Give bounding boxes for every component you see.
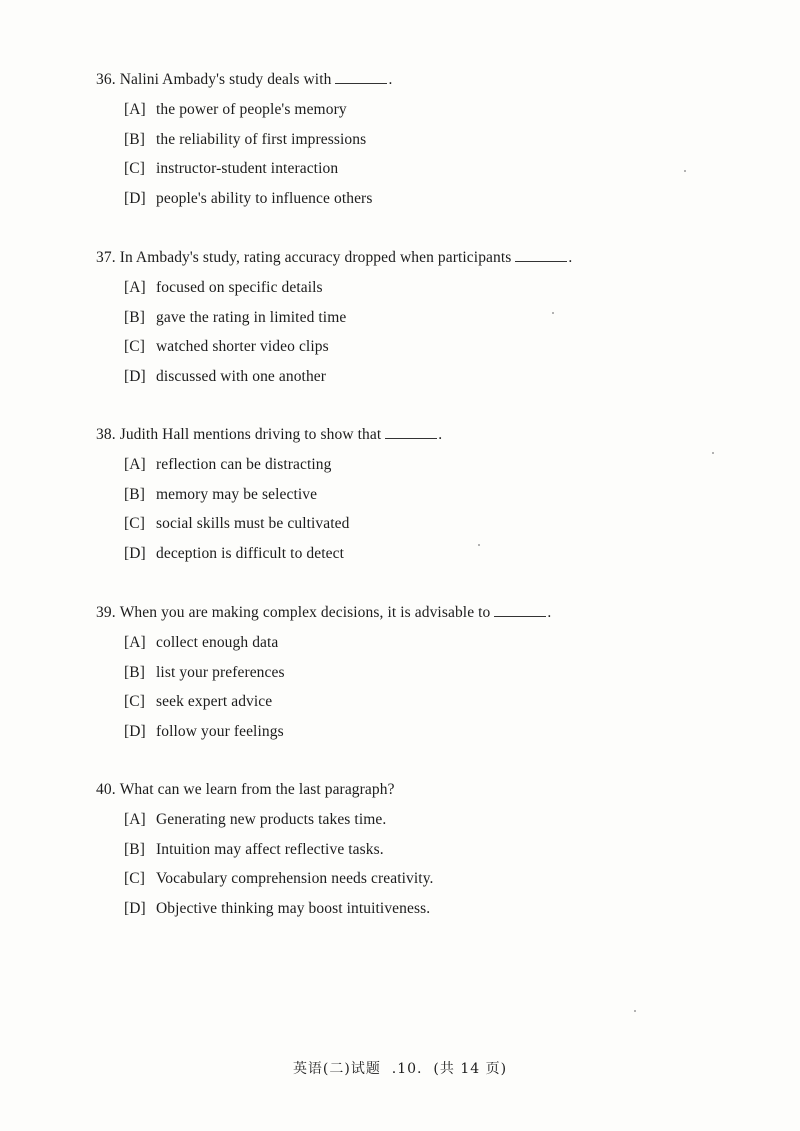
- option-text: memory may be selective: [156, 485, 318, 503]
- option-text: focused on specific details: [156, 279, 323, 296]
- question-stem: [96, 70, 736, 90]
- option-letter: [B]: [124, 840, 145, 858]
- option-letter: [C]: [124, 515, 145, 533]
- option-text: social skills must be cultivated: [156, 515, 350, 533]
- option-letter: [D]: [124, 367, 146, 385]
- question-number: 38.: [96, 426, 116, 443]
- option-letter: [D]: [124, 189, 146, 207]
- option-d: [124, 722, 736, 742]
- scan-speck: [552, 312, 554, 314]
- option-b: [124, 663, 736, 683]
- option-text: instructor-student interaction: [156, 160, 339, 178]
- answer-blank: [385, 426, 437, 439]
- option-c: [124, 159, 736, 179]
- question-39: [96, 603, 736, 751]
- options-list: [124, 633, 736, 742]
- question-36: [96, 70, 736, 218]
- option-b: [124, 308, 736, 328]
- scan-speck: [684, 170, 686, 172]
- option-text: Intuition may affect reflective tasks.: [156, 840, 384, 858]
- option-text: discussed with one another: [156, 367, 327, 385]
- option-letter: [A]: [124, 279, 146, 296]
- question-number: 36.: [96, 71, 116, 88]
- question-number: 40.: [96, 781, 116, 798]
- option-text: the reliability of first impressions: [156, 130, 367, 148]
- option-b: [124, 840, 736, 860]
- option-d: [124, 189, 736, 209]
- question-text: In Ambady's study, rating accuracy dropped when participants: [119, 249, 512, 266]
- option-letter: [D]: [124, 899, 146, 917]
- question-number: 39.: [96, 604, 116, 621]
- option-letter: [A]: [124, 811, 146, 828]
- question-end: .: [568, 249, 573, 266]
- option-a: [124, 455, 736, 475]
- option-text: reflection can be distracting: [156, 456, 332, 473]
- option-a: [124, 810, 736, 830]
- option-c: [124, 692, 736, 712]
- footer-total-pages: (共 14 页): [433, 1061, 508, 1077]
- option-letter: [A]: [124, 634, 146, 651]
- page-footer: [0, 1058, 800, 1078]
- options-list: [124, 810, 736, 919]
- option-c: [124, 514, 736, 534]
- option-text: watched shorter video clips: [156, 338, 329, 356]
- option-b: [124, 485, 736, 505]
- answer-blank: [335, 71, 387, 84]
- scan-speck: [634, 1010, 636, 1012]
- answer-blank: [515, 249, 567, 262]
- options-list: [124, 100, 736, 209]
- option-letter: [D]: [124, 722, 146, 740]
- question-stem: [96, 248, 736, 268]
- option-text: seek expert advice: [156, 693, 273, 711]
- option-letter: [A]: [124, 101, 146, 118]
- option-text: follow your feelings: [156, 722, 284, 740]
- question-38: [96, 425, 736, 573]
- question-stem: [96, 780, 736, 800]
- option-letter: [B]: [124, 485, 145, 503]
- option-letter: [B]: [124, 663, 145, 681]
- option-text: gave the rating in limited time: [156, 308, 347, 326]
- option-letter: [C]: [124, 870, 145, 888]
- footer-page-number: .10.: [391, 1061, 423, 1077]
- option-c: [124, 869, 736, 889]
- option-text: the power of people's memory: [156, 101, 347, 118]
- question-number: 37.: [96, 249, 116, 266]
- question-stem: [96, 603, 736, 623]
- option-text: Objective thinking may boost intuitiveness.: [156, 899, 431, 917]
- question-37: [96, 248, 736, 396]
- option-text: collect enough data: [156, 634, 279, 651]
- scan-speck: [712, 452, 714, 454]
- option-c: [124, 337, 736, 357]
- option-text: people's ability to influence others: [156, 189, 373, 207]
- option-letter: [C]: [124, 338, 145, 356]
- option-text: Vocabulary comprehension needs creativity.: [156, 870, 434, 888]
- question-text: When you are making complex decisions, it is advisable to: [119, 604, 491, 621]
- options-list: [124, 455, 736, 564]
- option-text: deception is difficult to detect: [156, 544, 344, 562]
- option-a: [124, 278, 736, 298]
- option-a: [124, 100, 736, 120]
- scan-speck: [478, 544, 480, 546]
- question-end: .: [388, 71, 393, 88]
- option-letter: [C]: [124, 160, 145, 178]
- option-letter: [B]: [124, 308, 145, 326]
- question-text: Nalini Ambady's study deals with: [119, 71, 332, 88]
- option-b: [124, 130, 736, 150]
- answer-blank: [494, 604, 546, 617]
- option-text: list your preferences: [156, 663, 285, 681]
- option-a: [124, 633, 736, 653]
- option-letter: [C]: [124, 693, 145, 711]
- option-text: Generating new products takes time.: [156, 811, 387, 828]
- option-d: [124, 367, 736, 387]
- question-end: .: [547, 604, 552, 621]
- option-d: [124, 544, 736, 564]
- option-letter: [D]: [124, 544, 146, 562]
- question-stem: [96, 425, 736, 445]
- option-letter: [A]: [124, 456, 146, 473]
- option-letter: [B]: [124, 130, 145, 148]
- options-list: [124, 278, 736, 387]
- question-40: [96, 780, 736, 928]
- option-d: [124, 899, 736, 919]
- question-end: .: [438, 426, 443, 443]
- footer-subject: 英语(二)试题: [292, 1061, 381, 1077]
- question-text: What can we learn from the last paragraph?: [119, 781, 395, 798]
- question-text: Judith Hall mentions driving to show that: [119, 426, 382, 443]
